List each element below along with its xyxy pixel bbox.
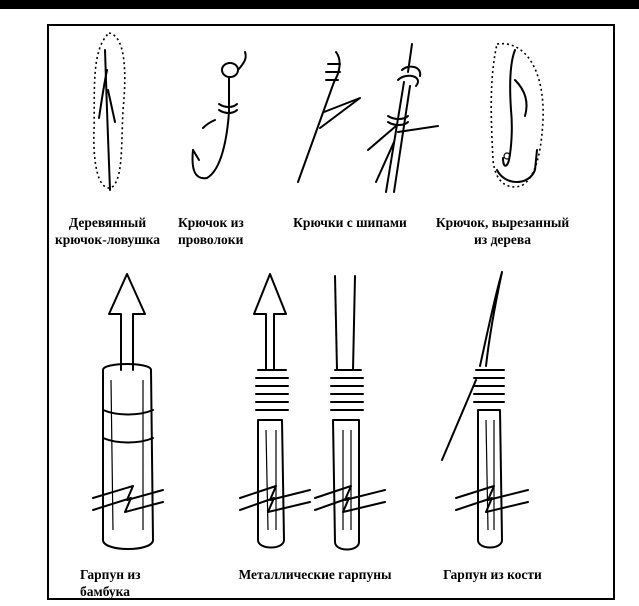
caption-metal-harpoons xyxy=(225,566,405,583)
top-rule xyxy=(0,0,639,9)
caption-bone-harpoon xyxy=(425,566,560,583)
caption-line: Гарпун из xyxy=(80,567,141,582)
metal-harpoon-arrow-illustration xyxy=(240,270,310,555)
thorn-hooks-illustration xyxy=(290,42,440,197)
caption-line: Крючки с шипами xyxy=(293,215,407,230)
caption-wooden-gorge-hook xyxy=(45,214,170,248)
caption-bamboo-harpoon xyxy=(80,566,160,600)
caption-carved-wood-hook xyxy=(425,214,580,248)
caption-thorn-hooks xyxy=(280,214,420,231)
caption-line: бамбука xyxy=(80,584,131,599)
wooden-gorge-hook-illustration xyxy=(85,30,135,195)
wire-hook-illustration xyxy=(185,50,255,190)
bone-harpoon-illustration xyxy=(440,270,530,555)
caption-line: Крючок из xyxy=(178,215,244,230)
caption-wire-hook xyxy=(178,214,258,248)
caption-line: крючок-ловушка xyxy=(54,232,160,247)
caption-line: из дерева xyxy=(474,232,531,247)
metal-harpoon-fork-illustration xyxy=(315,270,385,555)
caption-line: проволоки xyxy=(178,232,244,247)
bamboo-harpoon-illustration xyxy=(93,270,163,555)
carved-wood-hook-illustration xyxy=(485,40,555,190)
caption-line: Гарпун из кости xyxy=(443,567,542,582)
caption-line: Деревянный xyxy=(68,215,147,230)
caption-line: Крючок, вырезанный xyxy=(435,215,570,230)
caption-line: Металлические гарпуны xyxy=(238,567,392,582)
